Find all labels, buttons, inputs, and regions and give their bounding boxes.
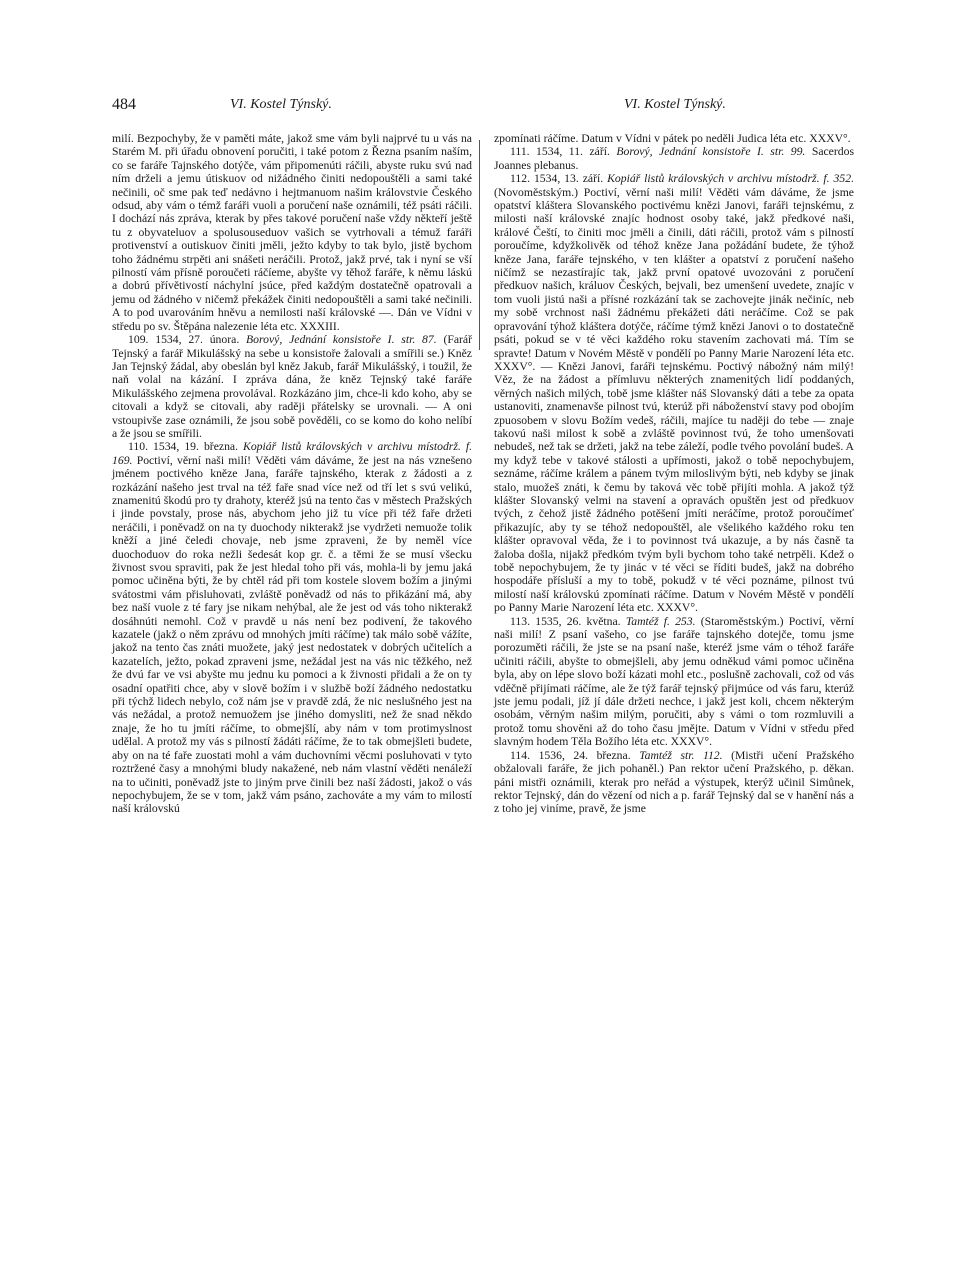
entry-body: Poctiví, věrní naši milí! Věděti vám dáváme, že jest na nás vznešeno jménem poctivého kněze Jana, faráře tajnského, kterak z žádosti a z rozkázání našeho jest trval na též faře snad více než od tří let s svú velikú, znamenitú škodú pro ty drahoty, kteréž jsú na tento čas v městech Pražských i jinde povstaly, prose nás, abychom jeho již tu více při též faře držeti neráčili, i poněvadž on na ty duochody nikterakž jse vydržeti nemuože tolik kněží a jiné čeledi chovaje, neb jsme zpraveni, že by neměl více duochoduov do roka nežli šedesát kop gr. č. a těmi že se musí všecku živnost svou spraviti, pak že jest hledal toho při vás, mohla-li by jemu jaká pomoc učiněna býti, že by chtěl rád při tom kostele slovem božím a jinými svátostmi vám přisluhovati, zvláště poněvadž od nás to přikázání má, aby bez naší vuole z té fary jse nikam nehýbal, ale že jest od vás toho nikterakž dosáhnúti nemohl. Což v pravdě u nás není bez podivení, že takového kazatele (jakž o něm zprávu od mnohých jmíti ráčíme) tak málo sobě vážíte, jakož na tento čas znáti muožete, jaký jest nedostatek v dobrých učitelích a kazatelích, ježto, pokad zpraveni jsme, nežádal jest na vás nic těžkého, než že dvú far ve vsi abyšte mu jednu ku pomoci a k živnosti přidali a že on ty osadní opatřiti chce, aby v slově božím i v službě boží žádného nedostatku při týchž lidech nebylo, což nám jse v pravdě zdá, že nic neslušného jest na vás nežádal, a protož nemuožem jse jiného domysliti, než že snad někdo znaje, že ho tu jmíti ráčíme, to obmejšlí, aby nám v tom protimyslnost udělal. A protož my vás s pilností žádáti ráčíme, že to tak obmejšleti budete, aby on na té faře zuostati mohl a vám duchovními věcmi posluhovati v tyto roztržené časy a mnohými bludy nakažené, neb nám vlastní věděti nenáleží na to učiniti, poněvadž jste to jiným prve činili bez naší žádosti, jakož o vás nepochybujem, že se v tom, jakž vám psáno, zachováte a my vám to milostí naší královskú <box>112 453 472 816</box>
entry-heading: 114. 1536, 24. března. <box>510 748 631 762</box>
entry-source: Tamtéž f. 253. <box>625 614 696 628</box>
entry-heading: 112. 1534, 13. září. <box>510 172 604 186</box>
paragraph-text: milí. Bezpochyby, že v paměti máte, jakož sme vám byli najprvé tu u vás na Starém M. při úřadu obnovení poručiti, i také potom z Řezna psaním naším, co se faráře Tajnského dotýče, vám připomenúti ráčili, abyste ruku svú nad ním drželi a jemu útiskuov od nižádného činiti nedopouštěli a sami také nečinili, oč sme pak teď nedávno i hejtmanuom našim královstvie Českého odsud, aby vám o témž faráři vuoli a poručení naše oznámili, též psáti ráčili. I dochází nás zpráva, kterak by přes takové poručení naše vždy někteří ještě tu z obyvateluov a spolusouseduov vašich se vytrhovali a témuž faráři protivenství a outiskuov činiti jměli, ježto kdyby to tak bylo, jistě bychom toho žádnému strpěti ani snášeti neráčili. Protož, jakž prvé, tak i nyní se vší pilností vám přísně poroučeti ráčíeme, abyšte vy těhož faráře, k němu láskú a dobrú přívětivostí náchylní jsúce, před každým dostatečně opatrovali a jemu od žádného v ničemž překážek činiti nedopouštěli a sami také nečinili. A to pod uvarováním hněvu a nemilosti naší královské —. Dán ve Vídni v středu po sv. Štěpána nalezenie léta etc. XXXIII. <box>112 132 472 333</box>
entry-109 <box>112 333 472 440</box>
entry-source: Tamtéž str. 112. <box>639 748 723 762</box>
entry-heading: 109. 1534, 27. února. <box>128 333 240 347</box>
page-number: 484 <box>112 96 136 113</box>
paragraph-continued <box>112 132 472 333</box>
entry-heading: 111. 1534, 11. září. <box>510 145 610 159</box>
entry-body: (Mistři učení Pražského obžalovali faráře, že jich pohaněl.) Pan rektor učení Pražského, p. děkan. páni mistři oznámili, kterak pro neřád a výstupek, kterýž učinil Simůnek, rektor Tejnský, dán do vězení od nich a p. farář Tejnský dal se v hanění nás a z toho jej viníme, pravě, že jsme <box>494 748 855 816</box>
entry-heading: 113. 1535, 26. května. <box>510 614 621 628</box>
left-column <box>112 132 472 816</box>
entry-heading: 110. 1534, 19. března. <box>128 440 239 454</box>
right-column <box>494 132 854 816</box>
entry-113 <box>494 615 854 749</box>
entry-body: (Novoměstským.) Poctiví, věrní naši milí! Věděti vám dáváme, že jsme opatství kláštera Slovanského poctivému knězi Janovi, faráři tejnskému, z milosti naší královské znajíc hodnost osoby také, jakž předkové naši, králové Čeští, to činiti moc jměli a činili, dáti ráčili, protož vám s pilností poroučíme, kdyžkolivěk od téhož kněze Jana požádání budete, že týhož kněze Jana, faráře tejnského, v ten klášter a opatství z poručení našeho ničímž se nezastírajíc tak, jakž první opatové uvozováni z poručení předkuov našich, králuov Českých, bejvali, bez umenšení uvedete, znajíc v tom vuoli jistú naši a přísné rozkázání tak se zachovejte jinák nečiníc, neb my sobě vrchnost naši žádnému překážeti dáti neráčíme. Což se pak opravování týhož kláštera dotýče, ráčíme týmž knězi Janovi o to dostatečně psáti, pokud se v té věci každého roku stavením zachovati má. Tím se spravte! Datum v Novém Městě v pondělí po Panny Marie Narození léta etc. XXXV°. — Knězi Janovi, faráři tejnskému. Poctivý nábožný nám milý! Věz, že na žádost a přímluvu některých znamenitých lidí poddaných, věrných našich milých, tobě jsme klášter náš Slovanský dáti a tebe za opata ustanoviti, znamenavše pilnost tvú, kterúž při náboženství stavy pod obojím zpuosobem v slovu Božím vedeš, ráčili, majíce tu naději do tebe — znaje takovú naši milost k sobě a zvláště povinnost tvú, že toho umenšovati nebudeš, než tak se držeti, jakž na tebe záleží, podle tvého povolání budeš. A my když tebe v takové stálosti a upřímosti, jakož o tobě nepochybujem, seznáme, ráčíme králem a pánem tvým miloslivým býti, neb kdyby se jinak stalo, muožeš znáti, k čemu by taková věc tobě přijíti mohla. A jakož týž klášter Slovanský velmi na stavení a opravách opuštěn jest od předkuov tvých, z čehož jistě žádného potěšení jmíti neráčíme, protož poroučímeť přikazujíc, aby ty se téhož nedopouštěl, ale všelikého každého roku ten klášter opravoval věda, že i to povinnost tvá ukazuje, a by nás časně ta žaloba došla, nijakž předkóm tvým byli bychom toho také netrpěli. Kdež o tobě nepochybujem, že ty jinác v té věci se říditi budeš, jakž na dobrého hospodáře přísluší a my to tobě, pokudž v té věci poznáme, pilnost tvú milostí naší královskú zpomínati ráčíme. Datum v Novém Městě v pondělí po Panny Marie Narození léta etc. XXXV°. <box>494 185 854 615</box>
column-rule <box>479 140 480 350</box>
entry-source: Borový, Jednání konsistoře I. str. 87. <box>246 333 437 347</box>
entry-body: Sacerdos Joannes plebanus. <box>494 145 855 172</box>
entry-body: (Staroměstským.) Poctiví, věrní naši milí! Z psaní vašeho, co jse faráře tajnského dotejče, tomu jsme porozuměti ráčili, že jste se na psaní naše, kteréž jsme vám o téhož faráře učiniti ráčili, abyšte to obmejšleli, aby jemu odněkud vámi pomoc učiněna byla, aby on lépe slovo boží kázati mohl etc., poslušně zachovali, což od vás vděčně přijímati ráčíme, ale že týž farář tejnský přijmúce od vás faru, kterúž jste jemu podali, jíž jí dále držeti nechce, i jakž jest koli, chcem některým osobám, věrným našim milým, poručiti, aby s vámi o tom rozmluvili a protož tomu shověni až do toho času jmějte. Datum v Vídni v středu před slavným hodem Těla Božího léta etc. XXXV°. <box>494 614 854 749</box>
entry-110 <box>112 440 472 815</box>
paragraph-text: zpomínati ráčíme. Datum v Vídni v pátek po neděli Judica léta etc. XXXV°. <box>494 132 851 145</box>
entry-111 <box>494 145 854 172</box>
entry-source: Borový, Jednání konsistoře I. str. 99. <box>616 145 806 159</box>
paragraph-continued <box>494 132 854 145</box>
entry-112 <box>494 172 854 614</box>
entry-114 <box>494 749 854 816</box>
entry-source: Kopiář listů královských v archivu místodrž. f. 169. <box>112 440 472 467</box>
page-header <box>112 96 850 116</box>
entry-body: (Farář Tejnský a farář Mikulášský na sebe u konsistoře žalovali a smířili se.) Kněz Jan Tejnský žádal, aby obeslán byl kněz Jakub, farář Mikulášský, i toužil, že naň volal na kázání. I zpráva dána, že kněz Tejnský také faráře Mikulášského zejmena provolával. Rozkázáno jim, chce-li kdo koho, aby se citovali a když se citovali, aby raději přátelsky se urovnali. — A oni vstoupivše zase oznámili, že jsou sobě pověděli, co se komo do koho nelíbí a že jsou se smířili. <box>112 333 473 440</box>
running-head-left: VI. Kostel Týnský. <box>230 97 332 112</box>
running-head-right: VI. Kostel Týnský. <box>624 97 726 112</box>
entry-source: Kopiář listů královských v archivu místodrž. f. 352. <box>607 172 854 186</box>
